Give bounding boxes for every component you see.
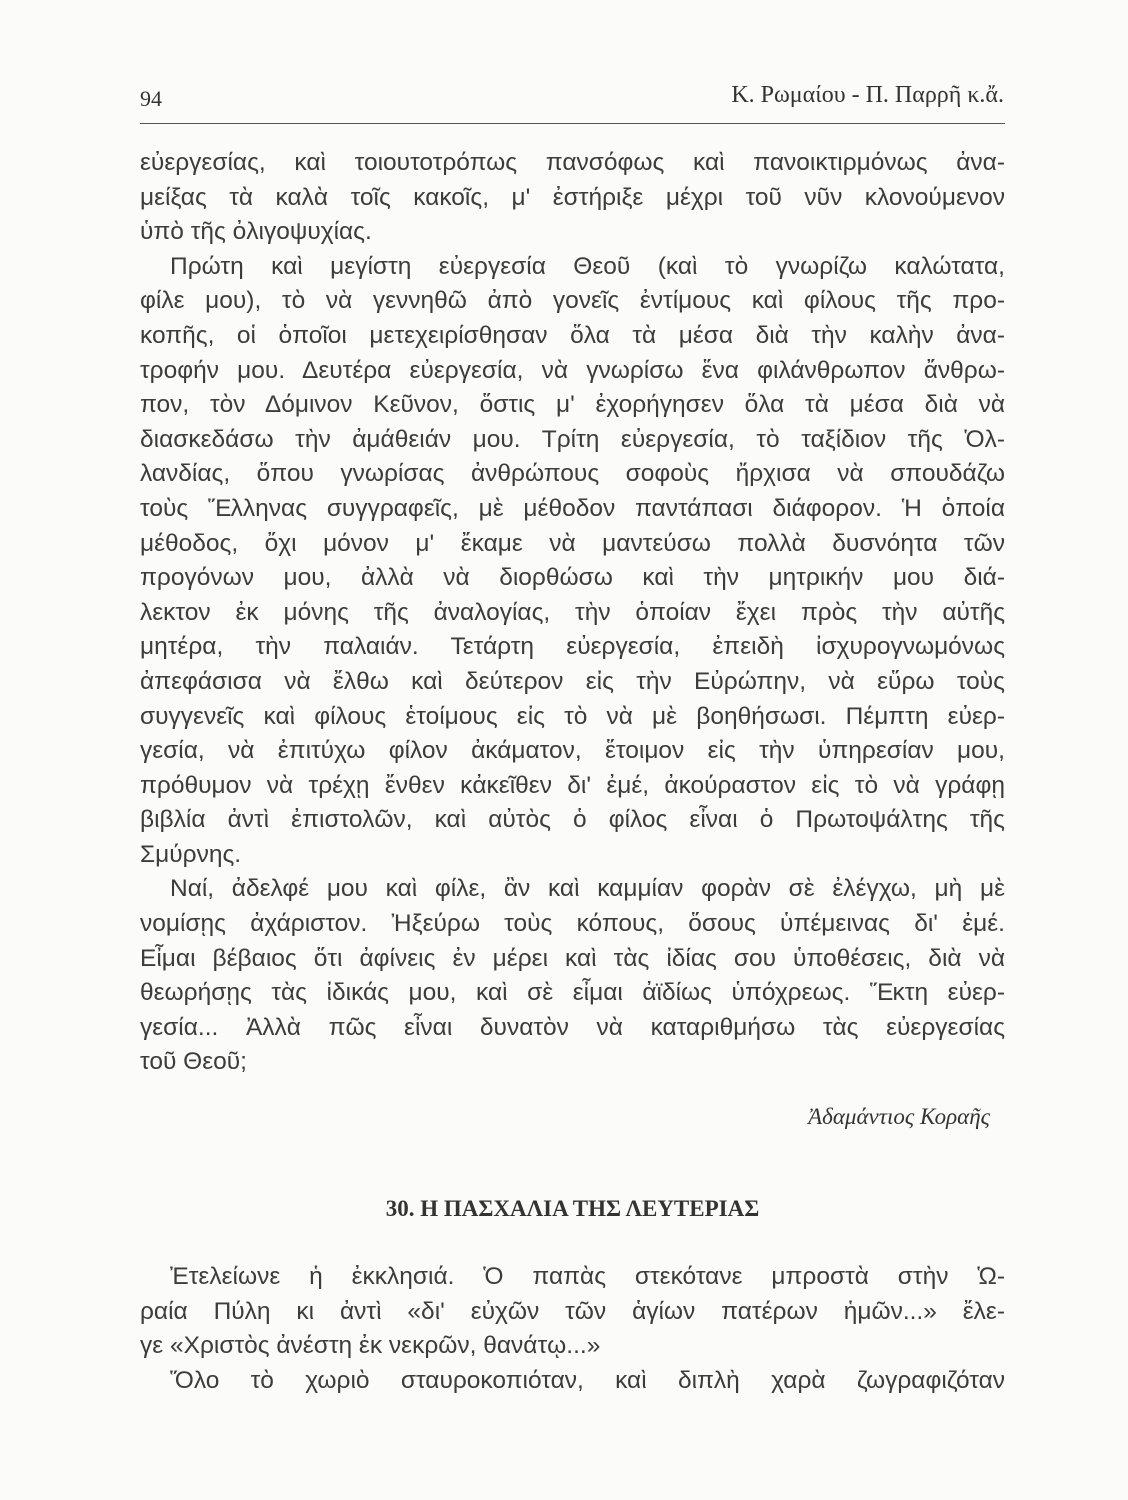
text-line: Ἐτελείωνε ἡ ἐκκλησιά. Ὁ παπὰς στεκότανε μπροστὰ στὴν Ὡ- xyxy=(170,1263,1005,1290)
text-line: Ὅλο τὸ χωριὸ σταυροκοπιόταν, καὶ διπλὴ χαρὰ ζωγραφιζόταν xyxy=(170,1366,1005,1394)
text-line: διασκεδάσω τὴν ἀμάθειάν μου. Τρίτη εὐεργεσία, τὸ ταξίδιον τῆς Ὁλ- xyxy=(140,425,1005,453)
text-line: βιβλία ἀντὶ ἐπιστολῶν, καὶ αὐτὸς ὁ φίλος εἶναι ὁ Πρωτοψάλτης τῆς xyxy=(140,806,1005,834)
text-line: ραία Πύλη κι ἀντὶ «δι' εὐχῶν τῶν ἁγίων πατέρων ἡμῶν...» ἔλε- xyxy=(140,1297,1005,1325)
text-line: Πρώτη καὶ μεγίστη εὐεργεσία Θεοῦ (καὶ τὸ γνωρίζω καλώτατα, xyxy=(170,252,1005,280)
text-line: κοπῆς, οἱ ὁποῖοι μετεχειρίσθησαν ὅλα τὰ μέσα διὰ τὴν καλὴν ἀνα- xyxy=(140,321,1005,349)
text-line: προγόνων μου, ἀλλὰ νὰ διορθώσω καὶ τὴν μητρικήν μου διά- xyxy=(140,564,1005,592)
text-line: πον, τὸν Δόμινον Κεῦνον, ὅστις μ' ἐχορήγησεν ὅλα τὰ μέσα διὰ νὰ xyxy=(140,391,1005,419)
text-line: γεσία, νὰ ἐπιτύχω φίλον ἀκάματον, ἕτοιμον εἰς τὴν ὑπηρεσίαν μου, xyxy=(140,737,1005,765)
excerpt-text xyxy=(140,146,1005,1080)
text-line: μείξας τὰ καλὰ τοῖς κακοῖς, μ' ἐστήριξε μέχρι τοῦ νῦν κλονούμενον xyxy=(140,183,1005,211)
text-line: Ναί, ἀδελφέ μου καὶ φίλε, ἂν καὶ καμμίαν φορὰν σὲ ἐλέγχω, μὴ μὲ xyxy=(170,875,1005,903)
text-line: τοὺς Ἕλληνας συγγραφεῖς, μὲ μέθοδον παντάπασι διάφορον. Ἡ ὁποία xyxy=(140,494,1005,522)
section-text xyxy=(140,1260,1005,1398)
text-line: λανδίας, ὅπου γνωρίσας ἀνθρώπους σοφοὺς ἤρχισα νὰ σπουδάζω xyxy=(140,460,1005,488)
text-line: μέθοδος, ὄχι μόνον μ' ἔκαμε νὰ μαντεύσω πολλὰ δυσνόητα τῶν xyxy=(140,529,1005,557)
text-line: φίλε μου), τὸ νὰ γεννηθῶ ἀπὸ γονεῖς ἐντίμους καὶ φίλους τῆς προ- xyxy=(140,287,1005,315)
text-line: θεωρήσῃς τὰς ἰδικάς μου, καὶ σὲ εἶμαι ἀϊδίως ὑπόχρεως. Ἕκτη εὐερ- xyxy=(140,979,1005,1007)
text-line: Εἶμαι βέβαιος ὅτι ἀφίνεις ἐν μέρει καὶ τὰς ἰδίας σου ὑποθέσεις, διὰ νὰ xyxy=(140,944,1005,972)
text-line: νομίσῃς ἀχάριστον. Ἠξεύρω τοὺς κόπους, ὅσους ὑπέμεινας δι' ἐμέ. xyxy=(140,910,1005,938)
text-line: πρόθυμον νὰ τρέχῃ ἔνθεν κἀκεῖθεν δι' ἐμέ, ἀκούραστον εἰς τὸ νὰ γράφῃ xyxy=(140,771,1005,799)
text-line: εὐεργεσίας, καὶ τοιουτοτρόπως πανσόφως καὶ πανοικτιρμόνως ἀνα- xyxy=(140,149,1005,176)
text-line: τοῦ Θεοῦ; xyxy=(140,1048,247,1076)
text-line: συγγενεῖς καὶ φίλους ἑτοίμους εἰς τὸ νὰ μὲ βοηθήσωσι. Πέμπτη εὐερ- xyxy=(140,702,1005,730)
running-head: Κ. Ρωμαίου - Π. Παρρῆ κ.ἄ. xyxy=(731,82,1004,108)
signature: Ἀδαμάντιος Κοραῆς xyxy=(808,1104,990,1129)
text-line: λεκτον ἐκ μόνης τῆς ἀναλογίας, τὴν ὁποίαν ἔχει πρὸς τὴν αὐτῆς xyxy=(140,598,1005,626)
text-line: ἀπεφάσισα νὰ ἔλθω καὶ δεύτερον εἰς τὴν Εὐρώπην, νὰ εὕρω τοὺς xyxy=(140,667,1005,695)
text-line: γεσία... Ἀλλὰ πῶς εἶναι δυνατὸν νὰ καταριθμήσω τὰς εὐεργεσίας xyxy=(140,1013,1005,1041)
text-line: μητέρα, τὴν παλαιάν. Τετάρτη εὐεργεσία, ἐπειδὴ ἰσχυρογνωμόνως xyxy=(140,633,1005,661)
text-line: ὑπὸ τῆς ὀλιγοψυχίας. xyxy=(140,218,372,246)
text-line: γε «Χριστὸς ἀνέστη ἐκ νεκρῶν, θανάτῳ...» xyxy=(140,1332,601,1360)
header-rule xyxy=(140,123,1005,124)
text-line: τροφήν μου. Δευτέρα εὐεργεσία, νὰ γνωρίσω ἕνα φιλάνθρωπον ἄνθρω- xyxy=(140,356,1005,384)
page-number: 94 xyxy=(140,86,162,111)
text-line: Σμύρνης. xyxy=(140,840,242,868)
section-heading: 30. Η ΠΑΣΧΑΛΙΑ ΤΗΣ ΛΕΥΤΕΡΙΑΣ xyxy=(385,1196,760,1221)
